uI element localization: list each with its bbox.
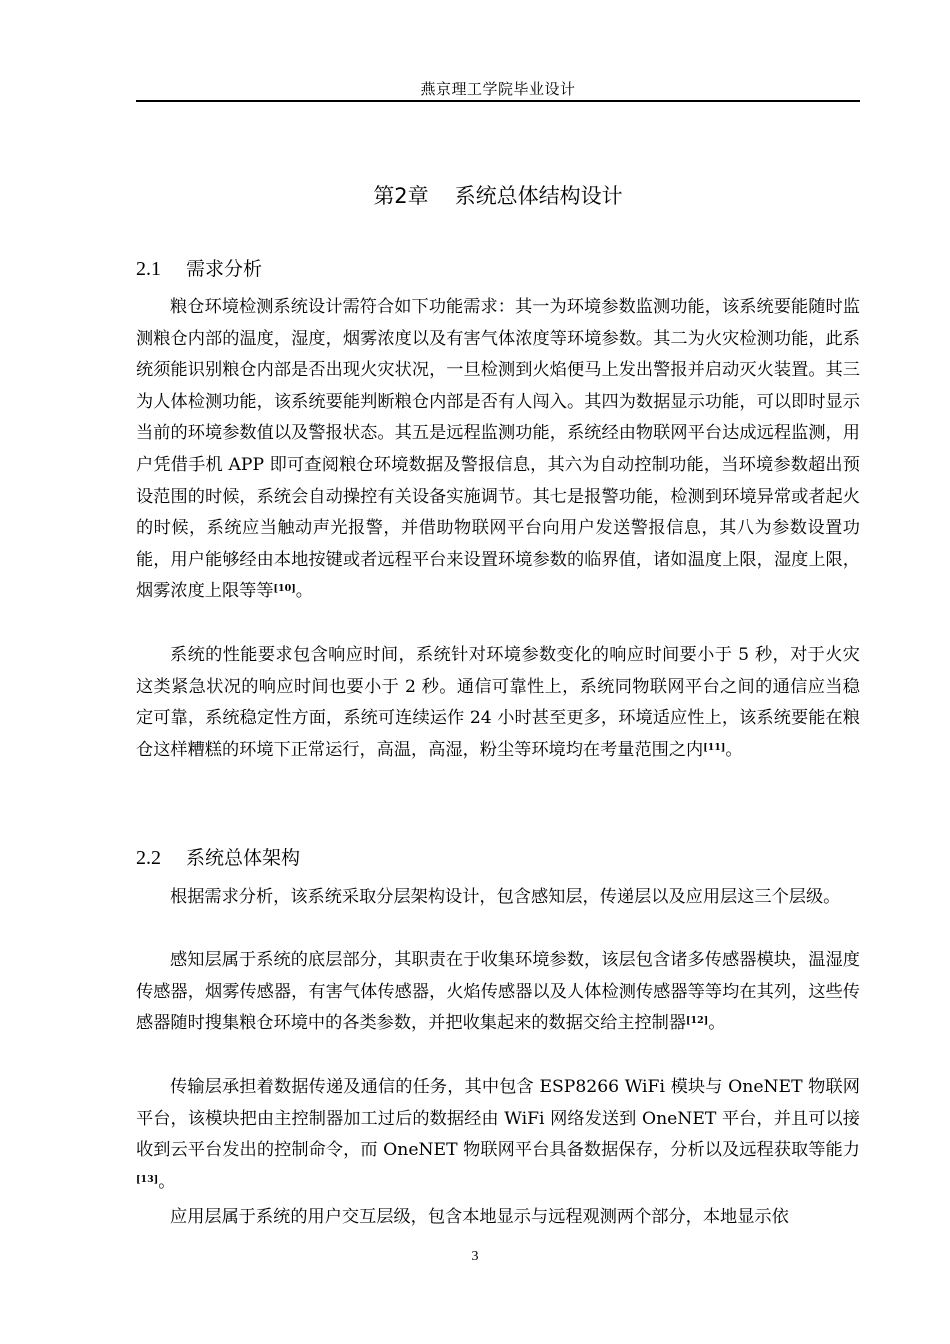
page-header: 燕京理工学院毕业设计	[420, 80, 576, 98]
citation: [12]	[686, 1015, 709, 1027]
paragraph	[136, 640, 860, 766]
citation: [11]	[703, 741, 726, 753]
paragraph-text: 系统的性能要求包含响应时间，系统针对环境参数变化的响应时间要小于 5 秒，对于火灾这类紧急状况的响应时间也要小于 2 秒。通信可靠性上，系统同物联网平台之间的通信应当稳定可靠，系统稳定性方面，系统可连续运作 24 小时甚至更多，环境适应性上，该系统要能在粮仓这样糟糕的环境下正常运行，高温，高湿，粉尘等环境均在考量范围之内	[136, 645, 860, 760]
paragraph-tail: 。	[708, 1013, 726, 1034]
header-divider	[136, 100, 860, 102]
paragraph-tail: 。	[725, 739, 743, 760]
section-number: 2.1	[136, 258, 161, 280]
chapter-heading	[136, 180, 860, 210]
paragraph-text: 传输层承担着数据传递及通信的任务，其中包含 ESP8266 WiFi 模块与 OneNET 物联网平台，该模块把由主控制器加工过后的数据经由 WiFi 网络发送到 OneNET 平台，并且可以接收到云平台发出的控制命令，而 OneNET 物联网平台具备数据保存，分析以及远程获取等能力	[136, 1077, 860, 1161]
paragraph	[136, 1202, 860, 1234]
section-number: 2.2	[136, 847, 161, 869]
paragraph-tail: 。	[295, 581, 313, 602]
section-title: 系统总体架构	[186, 847, 301, 869]
paragraph-tail: 。	[158, 1171, 176, 1192]
citation: [13]	[136, 1173, 159, 1185]
citation: [10]	[273, 583, 296, 595]
paragraph-text: 感知层属于系统的底层部分，其职责在于收集环境参数，该层包含诸多传感器模块，温湿度传感器，烟雾传感器，有害气体传感器，火焰传感器以及人体检测传感器等等均在其列，这些传感器随时搜集粮仓环境中的各类参数，并把收集起来的数据交给主控制器	[136, 950, 860, 1034]
paragraph	[136, 945, 860, 1040]
paragraph	[136, 292, 860, 608]
paragraph-text: 根据需求分析，该系统采取分层架构设计，包含感知层，传递层以及应用层这三个层级。	[170, 887, 841, 907]
paragraph-text: 粮仓环境检测系统设计需符合如下功能需求：其一为环境参数监测功能，该系统要能随时监测粮仓内部的温度，湿度，烟雾浓度以及有害气体浓度等环境参数。其二为火灾检测功能，此系统须能识别粮仓内部是否出现火灾状况，一旦检测到火焰便马上发出警报并启动灭火装置。其三为人体检测功能，该系统要能判断粮仓内部是否有人闯入。其四为数据显示功能，可以即时显示当前的环境参数值以及警报状态。其五是远程监测功能，系统经由物联网平台达成远程监测，用户凭借手机 APP 即可查阅粮仓环境数据及警报信息，其六为自动控制功能，当环境参数超出预设范围的时候，系统会自动操控有关设备实施调节。其七是报警功能，检测到环境异常或者起火的时候，系统应当触动声光报警，并借助物联网平台向用户发送警报信息，其八为参数设置功能，用户能够经由本地按键或者远程平台来设置环境参数的临界值，诸如温度上限，湿度上限，烟雾浓度上限等等	[136, 297, 860, 602]
section-heading-2-1	[136, 254, 262, 281]
section-title: 需求分析	[186, 258, 263, 280]
chapter-number: 第2章	[373, 184, 429, 208]
section-heading-2-2	[136, 843, 300, 870]
paragraph	[136, 1072, 860, 1198]
page-number: 3	[471, 1249, 479, 1264]
paragraph	[136, 882, 860, 914]
paragraph-text: 应用层属于系统的用户交互层级，包含本地显示与远程观测两个部分，本地显示依	[170, 1207, 789, 1227]
chapter-title: 系统总体结构设计	[454, 184, 623, 208]
